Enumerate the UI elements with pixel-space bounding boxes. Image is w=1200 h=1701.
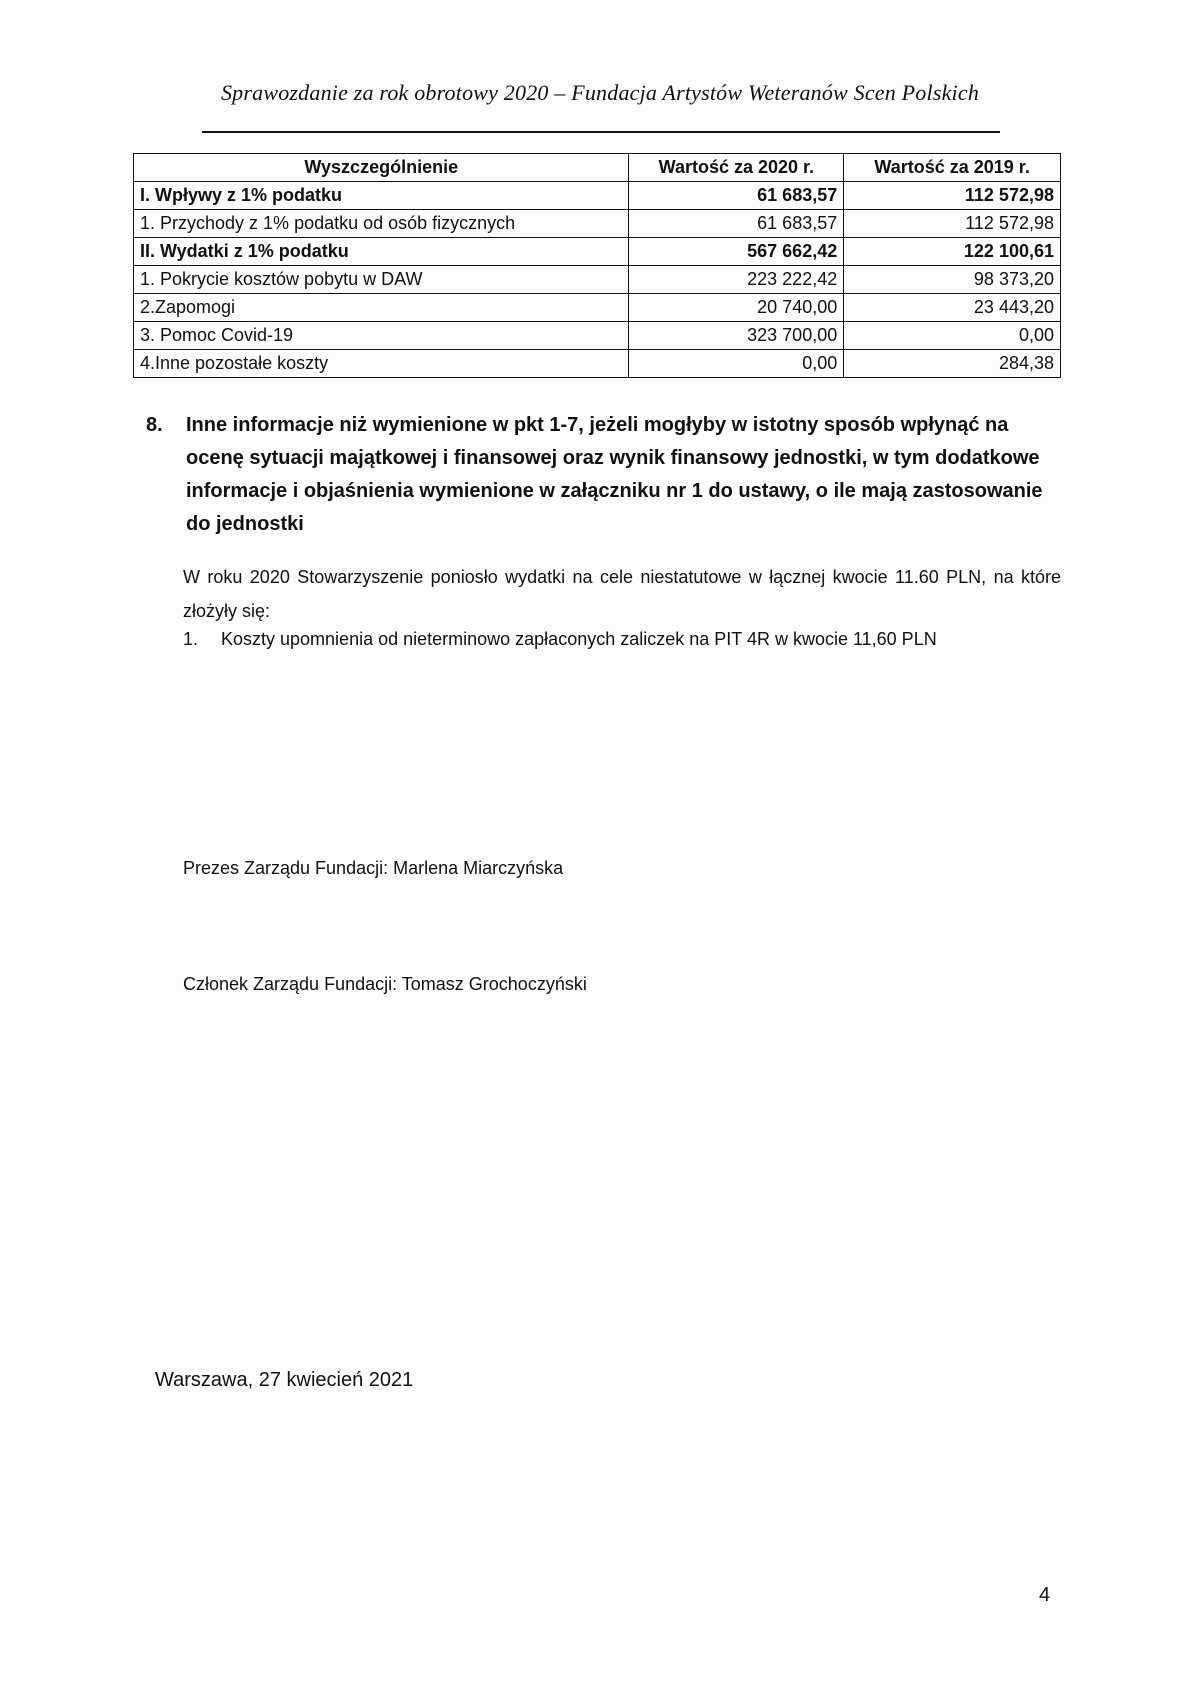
column-header-2019: Wartość za 2019 r.	[844, 154, 1061, 182]
value-2020: 61 683,57	[629, 210, 844, 238]
value-2020: 223 222,42	[629, 266, 844, 294]
value-2019: 0,00	[844, 322, 1061, 350]
table-row	[134, 238, 1061, 266]
table-header-row	[134, 154, 1061, 182]
table-row	[134, 294, 1061, 322]
value-2019: 112 572,98	[844, 210, 1061, 238]
place-and-date: Warszawa, 27 kwiecień 2021	[155, 1369, 414, 1391]
report-header: Sprawozdanie za rok obrotowy 2020 – Fundacja Artystów Weteranów Scen Polskich	[220, 80, 980, 105]
value-2020: 20 740,00	[629, 294, 844, 322]
value-2020: 0,00	[629, 350, 844, 378]
value-2019: 122 100,61	[844, 238, 1061, 266]
value-2019: 284,38	[844, 350, 1061, 378]
list-item-text: Koszty upomnienia od nieterminowo zapłaconych zaliczek na PIT 4R w kwocie 11,60 PLN	[221, 629, 937, 649]
section-8	[146, 409, 1066, 541]
table-row	[134, 210, 1061, 238]
value-2020: 61 683,57	[629, 182, 844, 210]
list-item	[183, 626, 1083, 652]
row-label: I. Wpływy z 1% podatku	[134, 182, 629, 210]
value-2019: 98 373,20	[844, 266, 1061, 294]
page-number: 4	[1039, 1584, 1051, 1606]
financial-table	[133, 153, 1061, 378]
president-signature-line: Prezes Zarządu Fundacji: Marlena Miarczyńska	[183, 858, 564, 878]
table-row	[134, 350, 1061, 378]
value-2020: 323 700,00	[629, 322, 844, 350]
value-2020: 567 662,42	[629, 238, 844, 266]
value-2019: 23 443,20	[844, 294, 1061, 322]
section-heading: Inne informacje niż wymienione w pkt 1-7, jeżeli mogłyby w istotny sposób wpłynąć na ocenę sytuacji majątkowej i finansowej oraz wynik finansowy jednostki, w tym dodatkowe informacje i objaśnienia wymienione w załączniku nr 1 do ustawy, o ile mają zastosowanie do jednostki	[186, 414, 1043, 535]
body-paragraph: W roku 2020 Stowarzyszenie poniosło wydatki na cele niestatutowe w łącznej kwocie 11.60 PLN, na które złożyły się:	[183, 567, 1061, 621]
row-label: 1. Przychody z 1% podatku od osób fizycznych	[134, 210, 629, 238]
row-label: II. Wydatki z 1% podatku	[134, 238, 629, 266]
header-divider	[202, 131, 1000, 133]
row-label: 2.Zapomogi	[134, 294, 629, 322]
table-row	[134, 322, 1061, 350]
table-row	[134, 182, 1061, 210]
column-header-2020: Wartość za 2020 r.	[629, 154, 844, 182]
table-row	[134, 266, 1061, 294]
column-header-description: Wyszczególnienie	[134, 154, 629, 182]
row-label: 3. Pomoc Covid-19	[134, 322, 629, 350]
section-number: 8.	[146, 414, 163, 436]
list-item-index: 1.	[183, 629, 199, 649]
value-2019: 112 572,98	[844, 182, 1061, 210]
row-label: 1. Pokrycie kosztów pobytu w DAW	[134, 266, 629, 294]
member-signature-line: Członek Zarządu Fundacji: Tomasz Grochoczyński	[183, 974, 587, 994]
row-label: 4.Inne pozostałe koszty	[134, 350, 629, 378]
